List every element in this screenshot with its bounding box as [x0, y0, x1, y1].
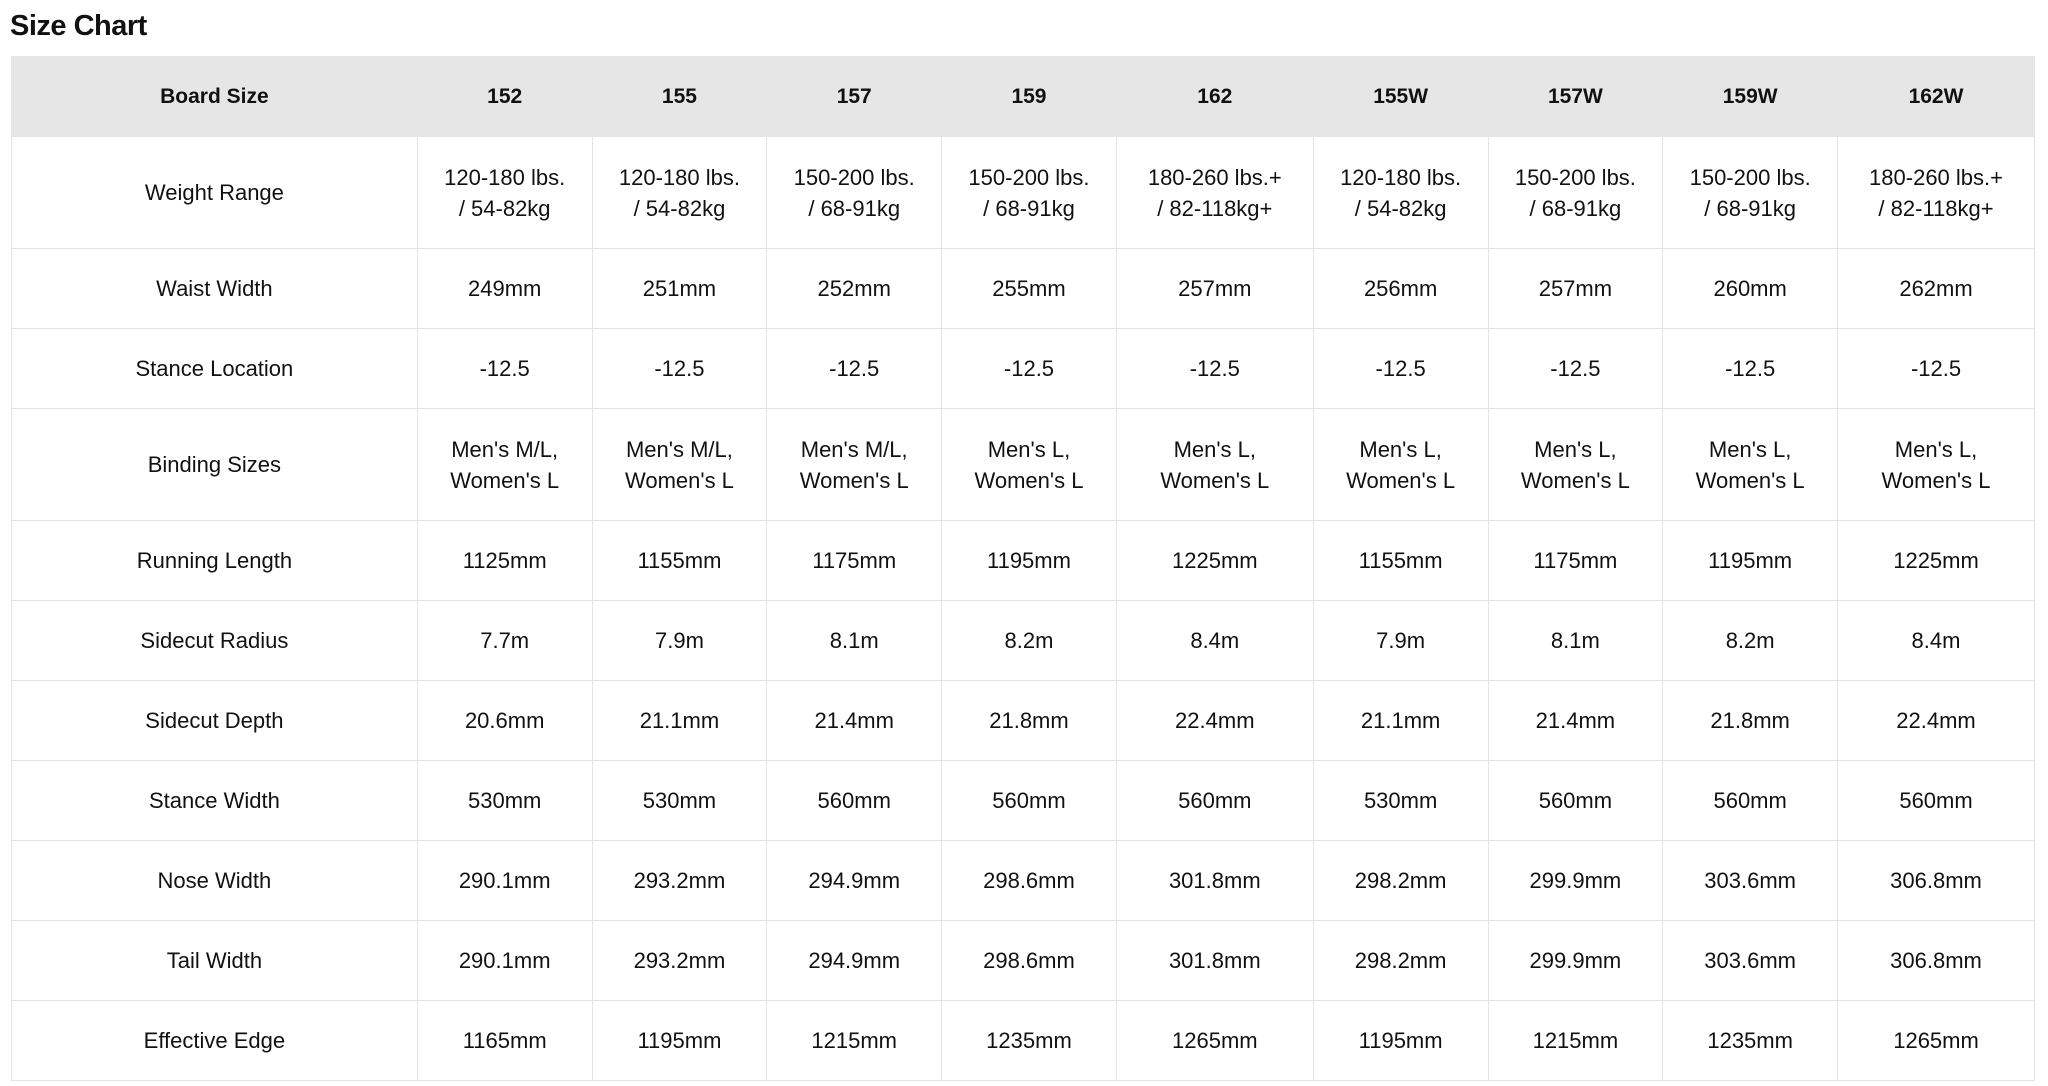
cell-stance-width-162w: 560mm [1838, 761, 2035, 841]
header-size-157w: 157W [1488, 57, 1663, 137]
cell-nose-width-157: 294.9mm [767, 841, 942, 921]
cell-stance-width-155: 530mm [592, 761, 767, 841]
cell-sidecut-depth-152: 20.6mm [417, 681, 592, 761]
cell-sidecut-radius-157: 8.1m [767, 601, 942, 681]
cell-running-length-152: 1125mm [417, 521, 592, 601]
cell-nose-width-152: 290.1mm [417, 841, 592, 921]
row-label: Effective Edge [12, 1001, 418, 1081]
cell-sidecut-depth-155w: 21.1mm [1313, 681, 1488, 761]
cell-stance-location-152: -12.5 [417, 329, 592, 409]
cell-running-length-159w: 1195mm [1663, 521, 1838, 601]
cell-binding-sizes-155w [1313, 409, 1488, 521]
cell-stance-width-159: 560mm [942, 761, 1117, 841]
cell-weight-range-157w [1488, 137, 1663, 249]
cell-sidecut-radius-162: 8.4m [1116, 601, 1313, 681]
cell-binding-sizes-162w [1838, 409, 2035, 521]
header-board-size: Board Size [12, 57, 418, 137]
cell-effective-edge-159: 1235mm [942, 1001, 1117, 1081]
table-row-weight-range [12, 137, 2035, 249]
cell-line: 120-180 lbs. [444, 164, 566, 190]
cell-stance-location-157w: -12.5 [1488, 329, 1663, 409]
cell-line: / 54-82kg [458, 195, 551, 221]
cell-line: 180-260 lbs.+ [1869, 164, 2003, 190]
cell-line: 120-180 lbs. [1340, 164, 1462, 190]
cell-binding-sizes-159w [1663, 409, 1838, 521]
row-label: Stance Width [12, 761, 418, 841]
table-row-tail-width [12, 921, 2035, 1001]
cell-binding-sizes-157 [767, 409, 942, 521]
cell-weight-range-159 [942, 137, 1117, 249]
cell-sidecut-radius-162w: 8.4m [1838, 601, 2035, 681]
cell-nose-width-162: 301.8mm [1116, 841, 1313, 921]
cell-stance-width-152: 530mm [417, 761, 592, 841]
cell-line: / 54-82kg [633, 195, 726, 221]
table-row-binding-sizes [12, 409, 2035, 521]
cell-stance-width-162: 560mm [1116, 761, 1313, 841]
cell-weight-range-155w [1313, 137, 1488, 249]
table-row-waist-width [12, 249, 2035, 329]
cell-line: Men's M/L, [451, 436, 559, 462]
cell-line: Women's L [450, 467, 560, 493]
cell-line: / 68-91kg [808, 195, 901, 221]
cell-running-length-157: 1175mm [767, 521, 942, 601]
cell-running-length-162: 1225mm [1116, 521, 1313, 601]
cell-binding-sizes-152 [417, 409, 592, 521]
cell-sidecut-depth-159w: 21.8mm [1663, 681, 1838, 761]
cell-line: Men's L, [1708, 436, 1792, 462]
page-title: Size Chart [10, 10, 147, 42]
cell-line: 180-260 lbs.+ [1147, 164, 1282, 190]
row-label: Stance Location [12, 329, 418, 409]
cell-line: / 68-91kg [1704, 195, 1797, 221]
row-label: Weight Range [12, 137, 418, 249]
cell-nose-width-155: 293.2mm [592, 841, 767, 921]
cell-stance-width-159w: 560mm [1663, 761, 1838, 841]
cell-stance-width-155w: 530mm [1313, 761, 1488, 841]
cell-sidecut-radius-155: 7.9m [592, 601, 767, 681]
cell-line: Men's M/L, [625, 436, 733, 462]
cell-waist-width-157w: 257mm [1488, 249, 1663, 329]
cell-sidecut-depth-157: 21.4mm [767, 681, 942, 761]
row-label: Binding Sizes [12, 409, 418, 521]
cell-line: 150-200 lbs. [793, 164, 915, 190]
cell-nose-width-159w: 303.6mm [1663, 841, 1838, 921]
cell-waist-width-159: 255mm [942, 249, 1117, 329]
cell-effective-edge-157w: 1215mm [1488, 1001, 1663, 1081]
cell-sidecut-radius-155w: 7.9m [1313, 601, 1488, 681]
cell-stance-location-155w: -12.5 [1313, 329, 1488, 409]
table-row-running-length [12, 521, 2035, 601]
row-label: Sidecut Depth [12, 681, 418, 761]
cell-stance-width-157: 560mm [767, 761, 942, 841]
row-label: Waist Width [12, 249, 418, 329]
cell-tail-width-162w: 306.8mm [1838, 921, 2035, 1001]
header-size-162: 162 [1116, 57, 1313, 137]
cell-line: Men's L, [1894, 436, 1978, 462]
cell-weight-range-162w [1838, 137, 2035, 249]
header-size-159: 159 [942, 57, 1117, 137]
cell-line: Women's L [974, 467, 1084, 493]
cell-stance-location-155: -12.5 [592, 329, 767, 409]
row-label: Nose Width [12, 841, 418, 921]
cell-weight-range-157 [767, 137, 942, 249]
cell-nose-width-157w: 299.9mm [1488, 841, 1663, 921]
cell-sidecut-radius-157w: 8.1m [1488, 601, 1663, 681]
cell-line: 120-180 lbs. [618, 164, 740, 190]
cell-waist-width-162: 257mm [1116, 249, 1313, 329]
row-label: Running Length [12, 521, 418, 601]
cell-line: / 82-118kg+ [1878, 195, 1994, 221]
table-row-nose-width [12, 841, 2035, 921]
cell-running-length-159: 1195mm [942, 521, 1117, 601]
cell-line: Women's L [1520, 467, 1630, 493]
cell-line: Women's L [1695, 467, 1805, 493]
cell-waist-width-152: 249mm [417, 249, 592, 329]
cell-sidecut-depth-159: 21.8mm [942, 681, 1117, 761]
cell-stance-width-157w: 560mm [1488, 761, 1663, 841]
cell-stance-location-162w: -12.5 [1838, 329, 2035, 409]
cell-line: Women's L [1881, 467, 1991, 493]
cell-line: / 68-91kg [1529, 195, 1622, 221]
header-size-157: 157 [767, 57, 942, 137]
table-row-stance-width [12, 761, 2035, 841]
cell-effective-edge-152: 1165mm [417, 1001, 592, 1081]
cell-sidecut-depth-162w: 22.4mm [1838, 681, 2035, 761]
cell-waist-width-155: 251mm [592, 249, 767, 329]
cell-binding-sizes-159 [942, 409, 1117, 521]
cell-running-length-157w: 1175mm [1488, 521, 1663, 601]
table-row-sidecut-radius [12, 601, 2035, 681]
cell-line: Women's L [1160, 467, 1270, 493]
cell-tail-width-155: 293.2mm [592, 921, 767, 1001]
cell-line: / 68-91kg [983, 195, 1075, 221]
cell-binding-sizes-162 [1116, 409, 1313, 521]
table-row-effective-edge [12, 1001, 2035, 1081]
cell-waist-width-155w: 256mm [1313, 249, 1488, 329]
cell-effective-edge-157: 1215mm [767, 1001, 942, 1081]
cell-line: Women's L [1346, 467, 1456, 493]
cell-line: Men's L, [1173, 436, 1257, 462]
cell-tail-width-155w: 298.2mm [1313, 921, 1488, 1001]
cell-effective-edge-162w: 1265mm [1838, 1001, 2035, 1081]
cell-nose-width-162w: 306.8mm [1838, 841, 2035, 921]
cell-line: 150-200 lbs. [1514, 164, 1636, 190]
cell-nose-width-155w: 298.2mm [1313, 841, 1488, 921]
cell-effective-edge-162: 1265mm [1116, 1001, 1313, 1081]
cell-line: Men's L, [1534, 436, 1617, 462]
cell-sidecut-radius-159w: 8.2m [1663, 601, 1838, 681]
cell-line: Women's L [799, 467, 909, 493]
row-label: Sidecut Radius [12, 601, 418, 681]
cell-weight-range-152 [417, 137, 592, 249]
cell-binding-sizes-157w [1488, 409, 1663, 521]
cell-running-length-155w: 1155mm [1313, 521, 1488, 601]
cell-tail-width-159: 298.6mm [942, 921, 1117, 1001]
cell-tail-width-162: 301.8mm [1116, 921, 1313, 1001]
header-size-155w: 155W [1313, 57, 1488, 137]
cell-waist-width-157: 252mm [767, 249, 942, 329]
size-chart-table [11, 56, 2035, 1081]
cell-weight-range-159w [1663, 137, 1838, 249]
cell-tail-width-157: 294.9mm [767, 921, 942, 1001]
cell-sidecut-radius-159: 8.2m [942, 601, 1117, 681]
cell-binding-sizes-155 [592, 409, 767, 521]
table-header-row [12, 57, 2035, 137]
cell-waist-width-159w: 260mm [1663, 249, 1838, 329]
cell-line: Men's M/L, [800, 436, 908, 462]
cell-sidecut-depth-155: 21.1mm [592, 681, 767, 761]
row-label: Tail Width [12, 921, 418, 1001]
cell-running-length-155: 1155mm [592, 521, 767, 601]
table-row-sidecut-depth [12, 681, 2035, 761]
table-row-stance-location [12, 329, 2035, 409]
cell-line: Women's L [624, 467, 734, 493]
cell-weight-range-155 [592, 137, 767, 249]
cell-effective-edge-159w: 1235mm [1663, 1001, 1838, 1081]
cell-sidecut-depth-157w: 21.4mm [1488, 681, 1663, 761]
table-body [12, 137, 2035, 1081]
cell-sidecut-depth-162: 22.4mm [1116, 681, 1313, 761]
cell-stance-location-162: -12.5 [1116, 329, 1313, 409]
cell-waist-width-162w: 262mm [1838, 249, 2035, 329]
cell-running-length-162w: 1225mm [1838, 521, 2035, 601]
cell-line: 150-200 lbs. [968, 164, 1090, 190]
cell-stance-location-157: -12.5 [767, 329, 942, 409]
cell-stance-location-159: -12.5 [942, 329, 1117, 409]
cell-line: 150-200 lbs. [1689, 164, 1811, 190]
cell-line: / 82-118kg+ [1157, 195, 1273, 221]
cell-effective-edge-155w: 1195mm [1313, 1001, 1488, 1081]
header-size-159w: 159W [1663, 57, 1838, 137]
cell-tail-width-152: 290.1mm [417, 921, 592, 1001]
cell-nose-width-159: 298.6mm [942, 841, 1117, 921]
header-size-162w: 162W [1838, 57, 2035, 137]
cell-tail-width-157w: 299.9mm [1488, 921, 1663, 1001]
cell-weight-range-162 [1116, 137, 1313, 249]
header-size-152: 152 [417, 57, 592, 137]
cell-line: Men's L, [1359, 436, 1442, 462]
cell-line: Men's L, [987, 436, 1071, 462]
cell-tail-width-159w: 303.6mm [1663, 921, 1838, 1001]
cell-stance-location-159w: -12.5 [1663, 329, 1838, 409]
header-size-155: 155 [592, 57, 767, 137]
cell-effective-edge-155: 1195mm [592, 1001, 767, 1081]
cell-line: / 54-82kg [1354, 195, 1447, 221]
cell-sidecut-radius-152: 7.7m [417, 601, 592, 681]
